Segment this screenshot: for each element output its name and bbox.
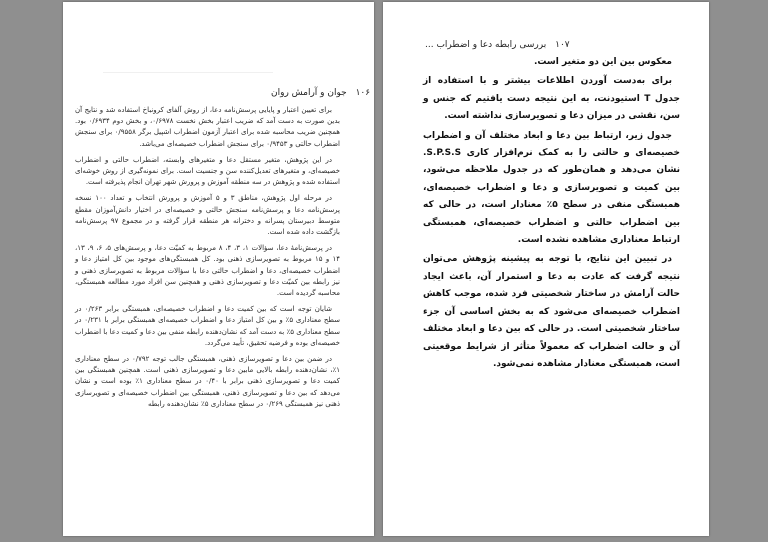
right-paragraph: جدول زیر، ارتباط بین دعا و ابعاد مختلف آن و اضطراب خصیصه‌ای و حالتی را به کمک نرم‌افزار کاری S.P.S.S. نشان می‌دهد و همان‌طور که در جدول ملاحظه می‌شود، بین کمیت و تصویرسازی و دعا و اضطراب خصیصه‌ای، همبستگی منفی در سطح ۵٪ معنادار است، در حالی که بین اضطراب حالتی و اضطراب خصیصه‌ای، همبستگی ارتباط معناداری مشاهده نشده است.: [423, 130, 680, 246]
left-running-title: جوان و آرامش روان: [271, 88, 347, 98]
right-paragraph: معکوس بین این دو متغیر است.: [533, 57, 672, 67]
left-paragraph: در مرحله اول پژوهش، مناطق ۳ و ۵ آموزش و پرورش انتخاب و تعداد ۱۰۰ نسخه پرسش‌نامه دعا و پرسش‌نامه سنجش حالتی و خصیصه‌ای در اختیار دانش‌آموزان مقطع متوسط دبیرستان پسرانه و دخترانه هر منطقه قرار گرفته و در مجموع ۹۷ پرسش‌نامه بازگشت داده شده است.: [75, 194, 340, 237]
right-page-body: [423, 54, 680, 375]
left-page-header: [271, 88, 370, 98]
right-page: [383, 2, 709, 536]
left-page: [63, 2, 374, 536]
right-running-title: بررسی رابطه دعا و اضطراب ...: [425, 40, 547, 50]
left-paragraph: برای تعیین اعتبار و پایایی پرسش‌نامه دعا، از روش آلفای کرونباخ استفاده شد و نتایج آن بدین صورت به دست آمد که ضریب اعتبار بخش نخست ۰/۶۹۷۸، و بخش دوم ۰/۶۹۳۴ بود. همچنین ضریب محاسبه شده برای اعتبار آزمون اضطراب اشپیل برگر ۰/۹۵۵۸ برای سنجش اضطراب حالتی و ۰/۹۴۵۳ برای سنجش اضطراب خصیصه‌ای می‌باشد.: [75, 106, 341, 148]
left-paragraph: در این پژوهش، متغیر مستقل دعا و متغیرهای وابسته، اضطراب حالتی و اضطراب خصیصه‌ای، و متغیرهای تعدیل‌کننده سن و جنسیت است. برای نمونه‌گیری از روش خوشه‌ای استفاده شده و پژوهش در سه منطقه آموزش و پرورش شهر تهران انجام پذیرفته است.: [75, 155, 340, 187]
left-paragraph: شایان توجه است که بین کمیت دعا و اضطراب خصیصه‌ای، همبستگی برابر ۰/۲۶۳ در سطح معناداری ۵٪ و بین کل امتیاز دعا و اضطراب خصیصه‌ای همبستگی برابر با ۰/۲۳۱ در سطح معناداری ۵٪ به دست آمد که نشان‌دهنده رابطه منفی بین دعا و کمیت دعا با اضطراب خصیصه‌ای بوده و فرضیه تحقیق، تأیید می‌گردد.: [75, 305, 340, 347]
left-paragraph: در پرسش‌نامهٔ دعا، سؤالات ۱، ۳، ۴، ۸ مربوط به کمیّت دعا، و پرسش‌های ۵، ۶، ۹، ۱۳، ۱۴ و ۱۵ مربوط به تصویرسازی ذهنی بود. کل همبستگی‌های موجود بین کل امتیاز دعا و اضطراب خصیصه‌ای، دعا و اضطراب حالتی دعا با سؤالات مربوط به تصویرسازی ذهنی و نیز رابطه بین کمیّت دعا و تصویرسازی ذهنی و همچنین سن افراد مورد مطالعه همبستگی، محاسبه گردیده است.: [75, 244, 340, 298]
left-page-body: [75, 105, 340, 415]
faint-rule: [103, 72, 273, 73]
right-paragraph: در تبیین این نتایج، با توجه به پیشینه پژوهش می‌توان نتیجه گرفت که عادت به دعا و استمرار آن، باعث ایجاد حالت آرامش در ساختار شخصیتی فرد شده، موجب کاهش اضطراب خصیصه‌ای می‌شود که به بخش اساسی آن جزء ساختار شخصیتی است. در حالی که بین دعا و ابعاد مختلف آن و حالت اضطراب که معمولاً متأثر از شرایط موقعیتی است، همبستگی معنادار مشاهده نمی‌شود.: [423, 254, 680, 369]
right-page-number: ۱۰۷: [555, 40, 570, 50]
right-paragraph: برای به‌دست آوردن اطلاعات بیشتر و با استفاده از جدول T استیودنت، به این نتیجه دست یافتیم که جنس و سن، نقشی در میزان دعا و تصویرسازی نداشته است.: [423, 76, 680, 122]
right-page-header: [425, 40, 570, 50]
left-page-number: ۱۰۶: [355, 88, 371, 98]
left-paragraph: در ضمن بین دعا و تصویرسازی ذهنی، همبستگی جالب توجه ۰/۷۹۲ در سطح معناداری ۱٪، نشان‌دهنده رابطه بالایی مابین دعا و تصویرسازی ذهنی است. همچنین همبستگی بین کمیت دعا و تصویرسازی ذهنی برابر با ۰/۴۰ در سطح معناداری ۱٪ بوده است و نشان می‌دهد که بین دعا و تصویرسازی ذهنی، همبستگی بین اضطراب خصیصه‌ای و تصویرسازی ذهنی نیز همبستگی ۰/۲۶۹ در سطح معناداری ۵٪ نشان‌دهنده رابطه: [75, 355, 340, 408]
